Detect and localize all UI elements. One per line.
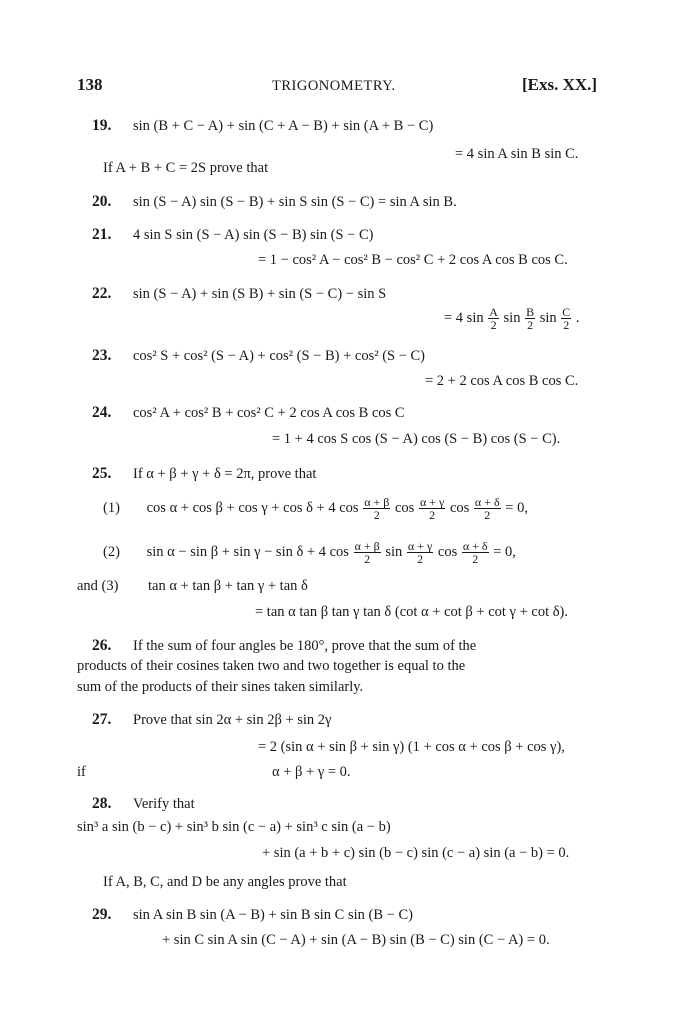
exercise-28-line-1: Verify that <box>133 796 195 812</box>
exercise-28-line-3: + sin (a + b + c) sin (b − c) sin (c − a) sin (a − b) = 0. <box>262 845 570 861</box>
exercise-number-29: 29. <box>92 906 112 923</box>
exercise-26-line-2: products of their cosines taken two and two together is equal to the <box>77 658 466 674</box>
exercise-24-line-1: cos² A + cos² B + cos² C + 2 cos A cos B cos C <box>133 405 405 421</box>
part-label: (1) <box>103 499 120 516</box>
fraction <box>462 540 489 565</box>
exercise-25-part-2 <box>103 540 516 565</box>
exercise-number-19: 19. <box>92 117 112 134</box>
exercise-21-line-1: 4 sin S sin (S − A) sin (S − B) sin (S − C) <box>133 227 374 243</box>
fraction <box>561 306 571 331</box>
exercise-number-22: 22. <box>92 285 112 302</box>
instruction-if-s: If A + B + C = 2S prove that <box>103 160 269 176</box>
exercise-24-line-2: = 1 + 4 cos S cos (S − A) cos (S − B) cos (S − C). <box>272 431 561 447</box>
eq-part: sin α − sin β + sin γ − sin δ + 4 cos <box>146 543 349 560</box>
section-label: [Exs. XX.] <box>522 75 598 94</box>
exercise-number-21: 21. <box>92 226 112 243</box>
exercise-27-line-3: α + β + γ = 0. <box>272 764 351 780</box>
eq-part: = 0, <box>493 543 516 560</box>
denominator: 2 <box>373 508 380 522</box>
exercise-number-28: 28. <box>92 795 112 812</box>
exercise-28-line-2: sin³ a sin (b − c) + sin³ b sin (c − a) + sin³ c sin (a − b) <box>77 819 391 835</box>
exercise-27-if: if <box>77 764 86 780</box>
denominator: 2 <box>490 318 497 332</box>
exercise-number-26: 26. <box>92 637 112 654</box>
exercise-20-line-1: sin (S − A) sin (S − B) + sin S sin (S − C) = sin A sin B. <box>133 194 457 210</box>
numerator: α + γ <box>419 495 445 509</box>
numerator: α + δ <box>462 539 488 553</box>
exercise-27-line-1: Prove that sin 2α + sin 2β + sin 2γ <box>133 712 332 728</box>
denominator: 2 <box>527 318 534 332</box>
eq-part: sin <box>503 309 521 326</box>
fraction <box>419 496 445 521</box>
denominator: 2 <box>472 552 479 566</box>
denominator: 2 <box>484 508 491 522</box>
exercise-29-line-1: sin A sin B sin (A − B) + sin B sin C sin (B − C) <box>133 907 413 923</box>
numerator: α + δ <box>474 495 500 509</box>
exercise-number-23: 23. <box>92 347 112 364</box>
instruction-any-angles: If A, B, C, and D be any angles prove that <box>103 874 347 890</box>
exercise-number-24: 24. <box>92 404 112 421</box>
numerator: α + β <box>364 495 390 509</box>
eq-part: = 0, <box>505 499 528 516</box>
eq-part: = 4 sin <box>444 309 484 326</box>
eq-part: cos <box>437 543 458 560</box>
exercise-19-line-2: = 4 sin A sin B sin C. <box>455 146 579 162</box>
exercise-26-line-3: sum of the products of their sines taken similarly. <box>77 679 364 695</box>
denominator: 2 <box>429 508 436 522</box>
fraction <box>354 540 381 565</box>
numerator: A <box>489 305 498 319</box>
denominator: 2 <box>417 552 424 566</box>
exercise-25-part-3-label: and (3) <box>77 578 119 594</box>
exercise-19-line-1: sin (B + C − A) + sin (C + A − B) + sin (A + B − C) <box>133 118 434 134</box>
fraction <box>363 496 390 521</box>
fraction <box>488 306 499 331</box>
denominator: 2 <box>364 552 371 566</box>
exercise-number-27: 27. <box>92 711 112 728</box>
exercise-number-25: 25. <box>92 465 112 482</box>
exercise-25-part-3-line-1: tan α + tan β + tan γ + tan δ <box>148 578 308 594</box>
page-number: 138 <box>77 75 103 94</box>
exercise-23-line-2: = 2 + 2 cos A cos B cos C. <box>425 373 579 389</box>
exercise-21-line-2: = 1 − cos² A − cos² B − cos² C + 2 cos A cos B cos C. <box>258 252 568 268</box>
exercise-23-line-1: cos² S + cos² (S − A) + cos² (S − B) + cos² (S − C) <box>133 348 426 364</box>
eq-part: sin <box>385 543 403 560</box>
eq-part: sin <box>539 309 557 326</box>
numerator: C <box>562 305 571 319</box>
exercise-26-line-1: If the sum of four angles be 180°, prove that the sum of the <box>133 638 477 654</box>
part-label: (2) <box>103 543 120 560</box>
numerator: α + β <box>354 539 380 553</box>
numerator: α + γ <box>407 539 433 553</box>
fraction <box>407 540 433 565</box>
exercise-27-line-2: = 2 (sin α + sin β + sin γ) (1 + cos α + cos β + cos γ), <box>258 739 565 755</box>
fraction <box>474 496 501 521</box>
exercise-22-line-1: sin (S − A) + sin (S B) + sin (S − C) − sin S <box>133 286 387 302</box>
exercise-25-intro: If α + β + γ + δ = 2π, prove that <box>133 466 317 482</box>
exercise-22-line-2 <box>444 306 580 331</box>
fraction <box>525 306 535 331</box>
exercise-25-part-1 <box>103 496 528 521</box>
eq-part: cos α + cos β + cos γ + cos δ + 4 cos <box>146 499 359 516</box>
running-title: TRIGONOMETRY. <box>272 78 396 94</box>
eq-part: cos <box>449 499 470 516</box>
exercise-29-line-2: + sin C sin A sin (C − A) + sin (A − B) sin (B − C) sin (C − A) = 0. <box>162 932 550 948</box>
eq-part: cos <box>395 499 415 516</box>
denominator: 2 <box>563 318 570 332</box>
exercise-number-20: 20. <box>92 193 112 210</box>
eq-part: . <box>575 309 580 326</box>
numerator: B <box>526 305 535 319</box>
exercise-25-part-3-line-2: = tan α tan β tan γ tan δ (cot α + cot β + cot γ + cot δ). <box>255 604 569 620</box>
